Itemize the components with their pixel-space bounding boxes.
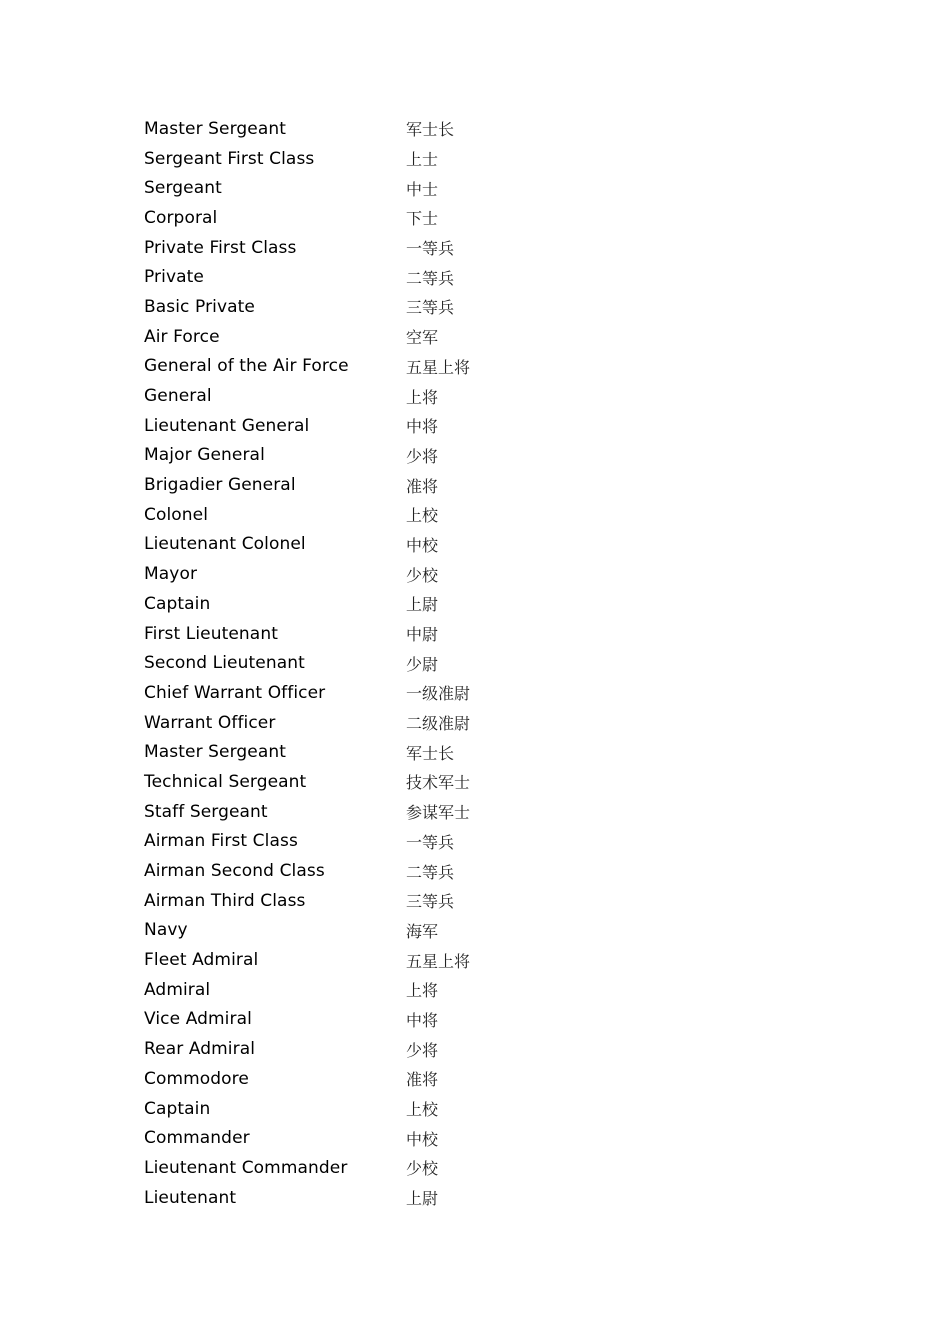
rank-chinese: 一级准尉	[406, 684, 471, 704]
rank-chinese: 技术军士	[406, 773, 471, 793]
rank-english: Private First Class	[144, 237, 297, 258]
rank-chinese: 上尉	[406, 1189, 439, 1209]
rank-row	[144, 827, 564, 857]
rank-chinese: 少校	[406, 1159, 439, 1179]
rank-row	[144, 530, 564, 560]
rank-row	[144, 1123, 564, 1153]
rank-english: Second Lieutenant	[144, 653, 305, 674]
rank-row	[144, 262, 564, 292]
rank-english: Master Sergeant	[144, 118, 287, 139]
rank-row	[144, 767, 564, 797]
rank-chinese: 参谋军士	[406, 803, 471, 823]
rank-chinese: 一等兵	[406, 832, 455, 852]
rank-row	[144, 916, 564, 946]
rank-english: Basic Private	[144, 296, 255, 317]
rank-english: First Lieutenant	[144, 623, 278, 644]
rank-row	[144, 500, 564, 530]
rank-row	[144, 678, 564, 708]
rank-row	[144, 559, 564, 589]
rank-chinese: 中将	[406, 417, 439, 437]
rank-chinese: 少校	[406, 565, 439, 585]
rank-chinese: 军士长	[406, 743, 455, 763]
rank-english: Rear Admiral	[144, 1039, 256, 1060]
rank-english: General of the Air Force	[144, 356, 349, 377]
rank-chinese: 三等兵	[406, 298, 455, 318]
rank-english: Mayor	[144, 564, 198, 585]
rank-row	[144, 203, 564, 233]
rank-chinese: 中尉	[406, 625, 439, 645]
rank-chinese: 准将	[406, 1070, 439, 1090]
rank-english: Colonel	[144, 504, 209, 525]
rank-chinese: 准将	[406, 476, 439, 496]
rank-chinese: 五星上将	[406, 951, 471, 971]
rank-chinese: 二级准尉	[406, 714, 471, 734]
rank-chinese: 上士	[406, 150, 439, 170]
rank-row	[144, 1005, 564, 1035]
rank-english: General	[144, 386, 212, 407]
rank-row	[144, 708, 564, 738]
rank-english: Technical Sergeant	[144, 771, 307, 792]
rank-row	[144, 975, 564, 1005]
rank-row	[144, 1153, 564, 1183]
rank-row	[144, 292, 564, 322]
rank-row	[144, 589, 564, 619]
rank-row	[144, 619, 564, 649]
rank-row	[144, 886, 564, 916]
rank-chinese: 下士	[406, 209, 439, 229]
rank-row	[144, 856, 564, 886]
rank-english: Lieutenant General	[144, 415, 310, 436]
rank-english: Commodore	[144, 1068, 249, 1089]
rank-english: Warrant Officer	[144, 712, 276, 733]
rank-english: Airman Third Class	[144, 890, 306, 911]
rank-chinese: 少将	[406, 446, 439, 466]
rank-english: Captain	[144, 1098, 211, 1119]
rank-english: Airman First Class	[144, 831, 298, 852]
rank-chinese: 上将	[406, 981, 439, 1001]
rank-chinese: 二等兵	[406, 862, 455, 882]
rank-english: Captain	[144, 593, 211, 614]
rank-chinese: 二等兵	[406, 268, 455, 288]
rank-english: Admiral	[144, 979, 211, 1000]
rank-chinese: 空军	[406, 328, 439, 348]
rank-english: Lieutenant Commander	[144, 1157, 348, 1178]
rank-row	[144, 352, 564, 382]
rank-row	[144, 945, 564, 975]
rank-chinese: 中士	[406, 179, 439, 199]
rank-chinese: 上校	[406, 1100, 439, 1120]
rank-chinese: 一等兵	[406, 239, 455, 259]
rank-row	[144, 1094, 564, 1124]
rank-chinese: 三等兵	[406, 892, 455, 912]
rank-english: Fleet Admiral	[144, 950, 259, 971]
rank-english: Airman Second Class	[144, 861, 325, 882]
rank-row	[144, 144, 564, 174]
rank-row	[144, 1064, 564, 1094]
rank-english: Lieutenant	[144, 1187, 237, 1208]
rank-english: Vice Admiral	[144, 1009, 252, 1030]
rank-chinese: 上尉	[406, 595, 439, 615]
rank-chinese: 上将	[406, 387, 439, 407]
rank-english: Staff Sergeant	[144, 801, 268, 822]
rank-english: Brigadier General	[144, 475, 296, 496]
rank-row	[144, 381, 564, 411]
rank-chinese: 上校	[406, 506, 439, 526]
rank-chinese: 中校	[406, 1129, 439, 1149]
rank-row	[144, 797, 564, 827]
rank-chinese: 中校	[406, 535, 439, 555]
rank-row	[144, 173, 564, 203]
rank-chinese: 军士长	[406, 120, 455, 140]
rank-chinese: 少尉	[406, 654, 439, 674]
rank-english: Sergeant First Class	[144, 148, 315, 169]
rank-english: Private	[144, 267, 204, 288]
rank-english: Commander	[144, 1128, 250, 1149]
rank-row	[144, 470, 564, 500]
rank-row	[144, 648, 564, 678]
rank-english: Air Force	[144, 326, 220, 347]
rank-row	[144, 233, 564, 263]
rank-chinese: 中将	[406, 1010, 439, 1030]
rank-english: Lieutenant Colonel	[144, 534, 306, 555]
rank-row	[144, 1034, 564, 1064]
rank-row	[144, 114, 564, 144]
rank-row	[144, 441, 564, 471]
rank-english: Corporal	[144, 207, 218, 228]
rank-row	[144, 411, 564, 441]
rank-english: Navy	[144, 920, 188, 941]
rank-english: Major General	[144, 445, 265, 466]
rank-english: Sergeant	[144, 178, 222, 199]
rank-row	[144, 1183, 564, 1213]
rank-chinese: 五星上将	[406, 357, 471, 377]
rank-row	[144, 737, 564, 767]
rank-english: Master Sergeant	[144, 742, 287, 763]
rank-english: Chief Warrant Officer	[144, 682, 326, 703]
rank-chinese: 少将	[406, 1040, 439, 1060]
rank-row	[144, 322, 564, 352]
rank-chinese: 海军	[406, 921, 439, 941]
rank-table	[144, 114, 564, 1212]
